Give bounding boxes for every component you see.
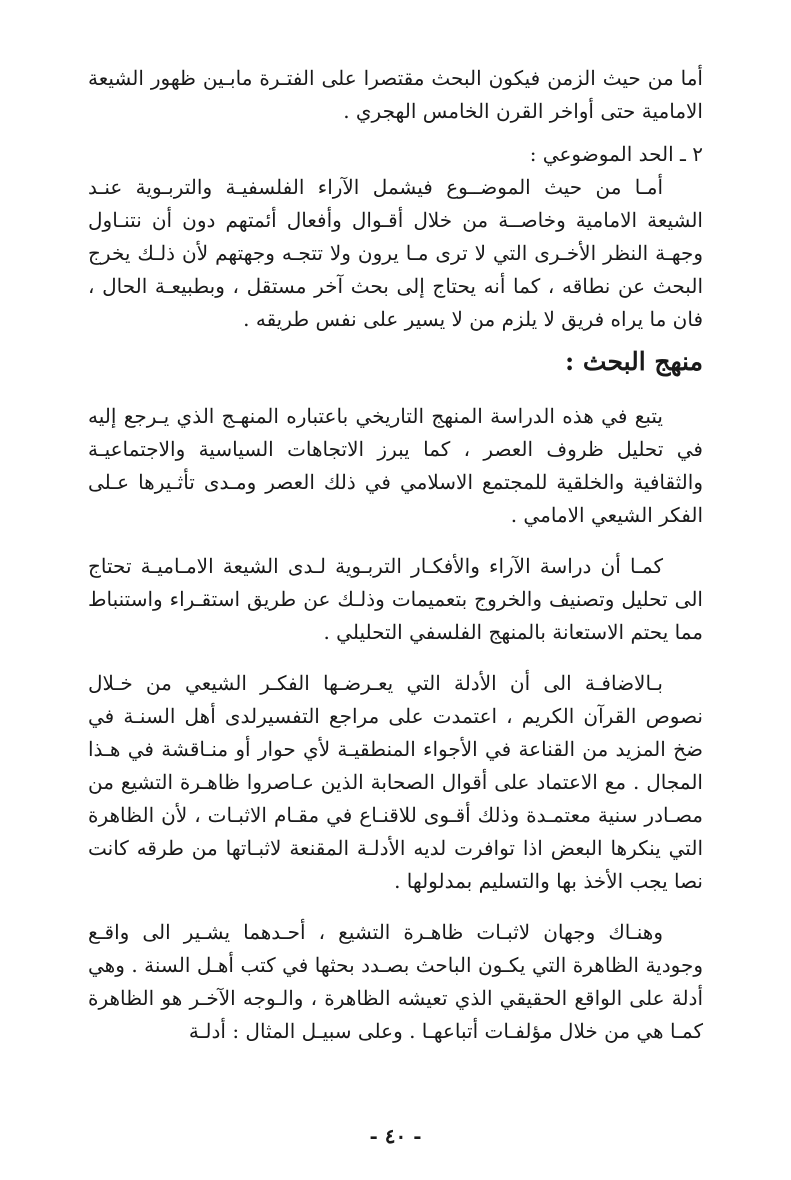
paragraph-evidence-sources: بـالاضافـة الى أن الأدلة التي يعـرضـها الفكـر الشيعي من خـلال نصوص القرآن الكريم ، اعتمدت على مراجع التفسيرلدى أهل السنـة في ضخ المزيد من القناعة في الأجواء المنطقيـة لأي حوار أو منـاقشة في هـذا المجال . مع الاعتماد على أقوال الصحابة الذين عـاصروا ظاهـرة التشيع من مصـادر سنية معتمـدة وذلك أقـوى للاقنـاع في مقـام الاثبـات ، لأن الظاهرة التي ينكرها البعض اذا توافرت لديه الأدلـة المقنعة لاثبـاتها من طرقه كانت نصا يجب الأخذ بها والتسليم بمدلولها .: [88, 671, 703, 893]
paragraph-topic-scope: أمـا من حيث الموضــوع فيشمل الآراء الفلسفيـة والتربـوية عنـد الشيعة الامامية وخاصــة من خلال أقـوال وأفعال أئمتهم دون أن نتنـاول وجهـة النظر الأخـرى التي لا ترى مـا يرون ولا تتجـه وجهتهم لأن ذلـك يخرج البحث عن نطاقه ، كما أنه يحتاج إلى بحث آخر مستقل ، وبطبيعـة الحال ، فان ما يراه فريق لا يلزم من لا يسير على نفس طريقه .: [88, 175, 703, 331]
page-number: - ٤٠ -: [369, 1124, 422, 1148]
paragraph-time-scope: أما من حيث الزمن فيكون البحث مقتصرا على الفتـرة مابـين ظهور الشيعة الامامية حتى أواخر القرن الخامس الهجري .: [88, 66, 703, 123]
document-page: [88, 62, 703, 1120]
section-heading-methodology: منهج البحث :: [564, 347, 703, 376]
paragraph-two-aspects: وهنـاك وجهان لاثبـات ظاهـرة التشيع ، أحـدهما يشـير الى واقـع وجودية الظاهرة التي يكـون الباحث بصـدد بحثها في كتب أهـل السنة . وهي أدلة على الواقع الحقيقي الذي تعيشه الظاهرة ، والـوجه الآخـر هو الظاهرة كمـا هي من خلال مؤلفـات أتباعهـا . وعلى سبيـل المثال : أدلـة: [88, 920, 703, 1043]
paragraph-historical-method: يتبع في هذه الدراسة المنهج التاريخي باعتباره المنهـج الذي يـرجع إليه في تحليل ظروف العصر ، كما يبرز الاتجاهات السياسية والاجتماعيـة والثقافية والخلقية للمجتمع الاسلامي في ذلك العصر ومـدى تأثـيرها عـلى الفكر الشيعي الامامي .: [88, 404, 703, 527]
paragraph-analytical-method: كمـا أن دراسة الآراء والأفكـار التربـوية لـدى الشيعة الامـاميـة تحتاج الى تحليل وتصنيف والخروج بتعميمات وذلـك عن طريق استقـراء واستنباط مما يحتم الاستعانة بالمنهج الفلسفي التحليلي .: [88, 554, 703, 644]
subsection-title-topic-scope: ٢ ـ الحد الموضوعي :: [529, 142, 703, 166]
